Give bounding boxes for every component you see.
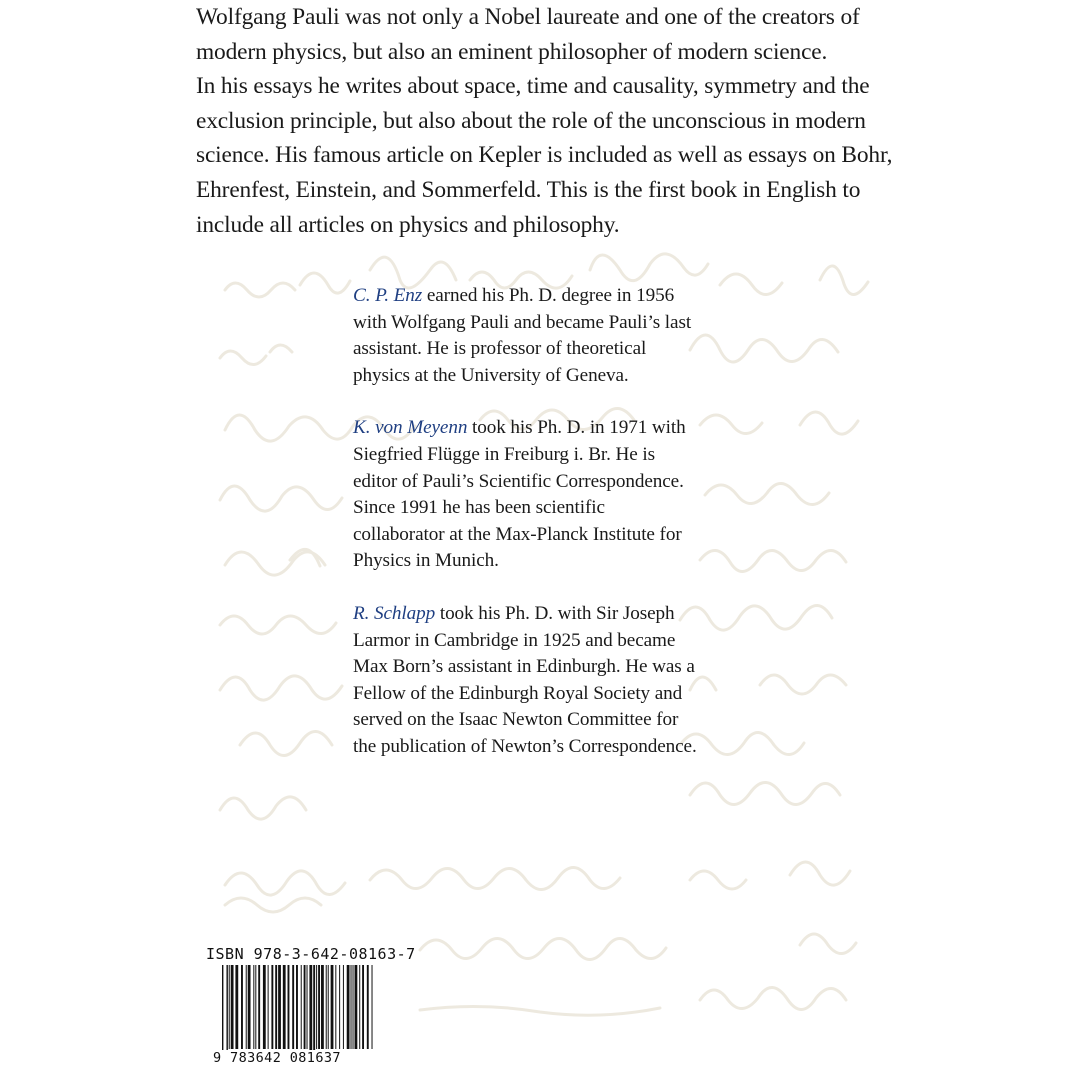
bio-text: took his Ph. D. in 1971 with Siegfried Flügge in Freiburg i. Br. He is editor of Pauli’s Scientific Correspondence. Since 1991 he has been scientific collaborator at the Max-Planck Institute for Physics in Munich.: [353, 417, 686, 572]
bio-schlapp: [353, 601, 698, 761]
bio-von-meyenn: [353, 415, 698, 575]
author-name: K. von Meyenn: [353, 417, 468, 439]
intro-paragraph-1: Wolfgang Pauli was not only a Nobel laureate and one of the creators of modern physics, but also an eminent philosopher of modern science.: [196, 4, 860, 65]
bio-text: took his Ph. D. with Sir Joseph Larmor in Cambridge in 1925 and became Max Born’s assistant in Edinburgh. He was a Fellow of the Edinburgh Royal Society and served on the Isaac Newton Committee for the publication of Newton’s Correspondence.: [353, 602, 697, 757]
author-name: R. Schlapp: [353, 602, 436, 624]
author-bios: [353, 283, 698, 787]
author-name: C. P. Enz: [353, 285, 423, 306]
intro-paragraph-2: In his essays he writes about space, time and causality, symmetry and the exclusion principle, but also about the role of the unconscious in modern science. His famous article on Kepler is included as well as essays on Bohr, Ehrenfest, Einstein, and Sommerfeld. This is the first book in English to include all articles on physics and philosophy.: [196, 73, 893, 238]
bio-text: earned his Ph. D. degree in 1956 with Wolfgang Pauli and became Pauli’s last assistant. He is professor of theoretical physics at the University of Geneva.: [353, 285, 692, 386]
barcode-digits: 9 783642 081637: [210, 1050, 344, 1066]
bio-enz: [353, 283, 698, 389]
isbn-label: ISBN 978-3-642-08163-7: [206, 945, 416, 963]
intro-text: [196, 0, 896, 242]
isbn-barcode: [222, 965, 378, 1057]
